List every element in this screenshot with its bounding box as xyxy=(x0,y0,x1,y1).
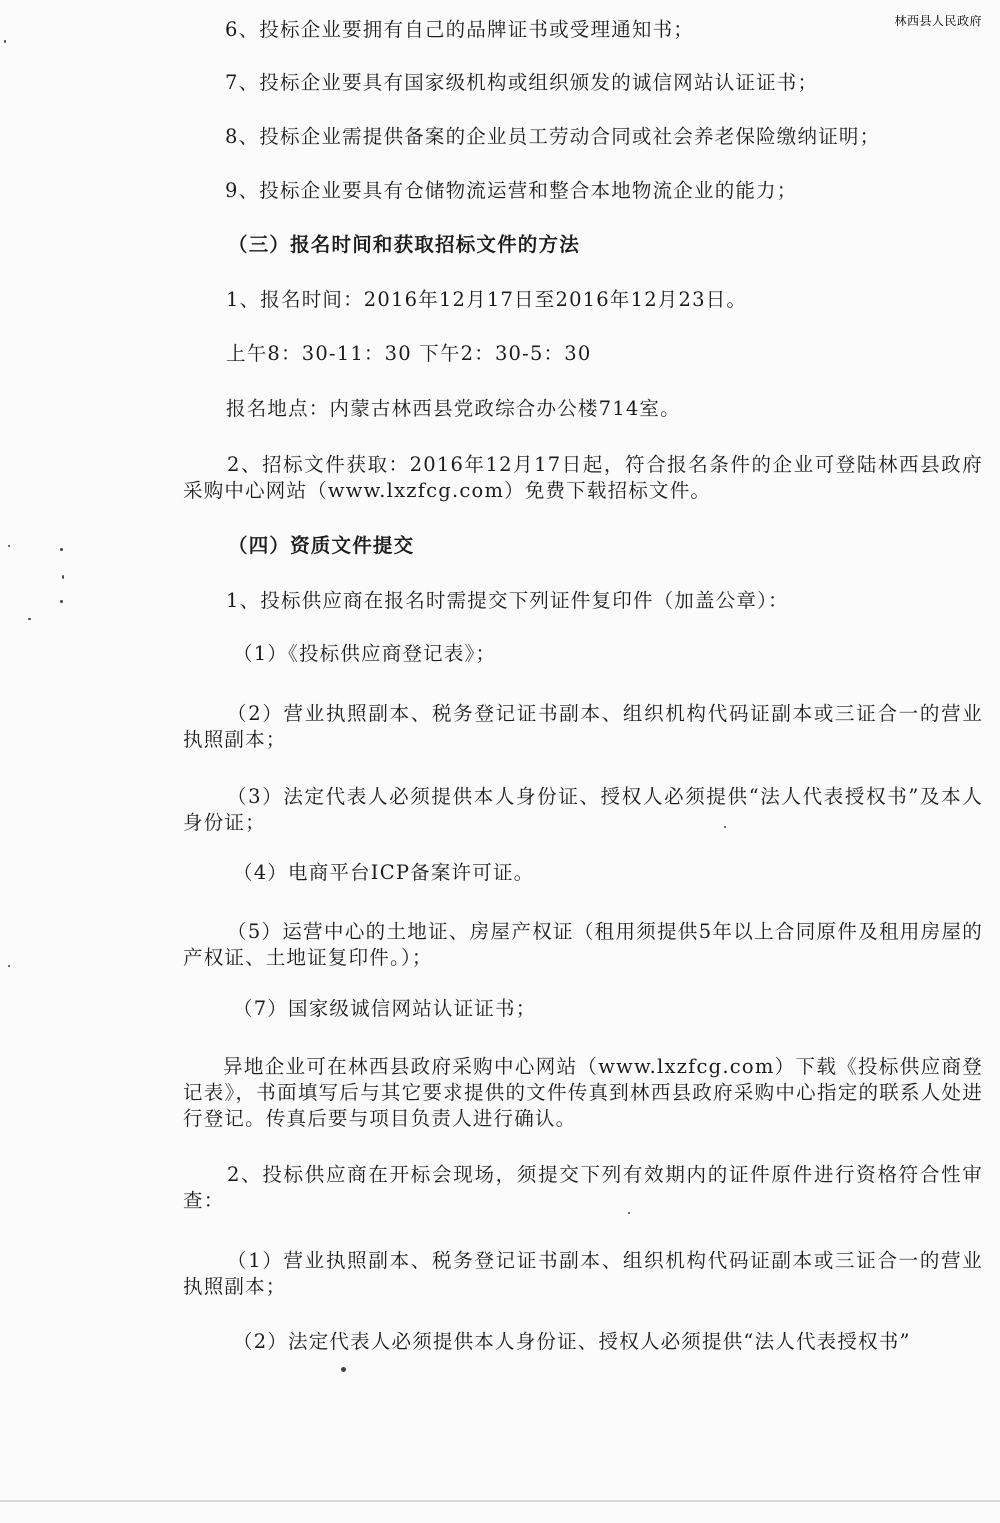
submit-item-3: （3）法定代表人必须提供本人身份证、授权人必须提供“法人代表授权书”及本人身份证； xyxy=(183,785,983,834)
scan-speck xyxy=(724,826,726,828)
scan-speck xyxy=(8,965,10,967)
scan-speck xyxy=(4,40,6,43)
submit-item-5: （5）运营中心的土地证、房屋产权证（租用须提供5年以上合同原件及租用房屋的产权证、土地证复印件。）； xyxy=(183,920,983,969)
scan-speck xyxy=(28,618,31,620)
scan-speck xyxy=(8,545,10,547)
section-3-heading: （三）报名时间和获取招标文件的方法 xyxy=(228,233,580,256)
onsite-intro: 2、投标供应商在开标会现场，须提交下列有效期内的证件原件进行资格符合性审查： xyxy=(183,1163,983,1212)
scan-speck xyxy=(341,1367,346,1372)
submit-item-4: （4）电商平台ICP备案许可证。 xyxy=(233,861,535,884)
onsite-item-2: （2）法定代表人必须提供本人身份证、授权人必须提供“法人代表授权书” xyxy=(233,1330,911,1353)
registration-place: 报名地点：内蒙古林西县党政综合办公楼714室。 xyxy=(226,397,681,420)
scan-speck xyxy=(62,575,64,579)
item-9: 9、投标企业要具有仓储物流运营和整合本地物流企业的能力； xyxy=(225,179,798,202)
submit-intro: 1、投标供应商在报名时需提交下列证件复印件（加盖公章）： xyxy=(226,589,789,612)
document-obtain: 2、招标文件获取：2016年12月17日起，符合报名条件的企业可登陆林西县政府采购中心网站（www.lxzfcg.com）免费下载招标文件。 xyxy=(183,453,983,502)
registration-hours: 上午8：30-11：30 下午2：30-5：30 xyxy=(226,342,592,365)
scan-speck xyxy=(60,600,63,603)
submit-item-1: （1）《投标供应商登记表》； xyxy=(233,642,497,665)
registration-time: 1、报名时间：2016年12月17日至2016年12月23日。 xyxy=(226,288,748,311)
submit-item-2: （2）营业执照副本、税务登记证书副本、组织机构代码证副本或三证合一的营业执照副本； xyxy=(183,702,983,751)
scan-bottom-edge xyxy=(0,1500,1000,1502)
submit-item-7: （7）国家级诚信网站认证证书； xyxy=(233,997,537,1020)
item-8: 8、投标企业需提供备案的企业员工劳动合同或社会养老保险缴纳证明； xyxy=(225,125,881,148)
item-7: 7、投标企业要具有国家级机构或组织颁发的诚信网站认证证书； xyxy=(225,71,819,94)
onsite-item-1: （1）营业执照副本、税务登记证书副本、组织机构代码证副本或三证合一的营业执照副本； xyxy=(183,1249,983,1298)
remote-note: 异地企业可在林西县政府采购中心网站（www.lxzfcg.com）下载《投标供应商登记表》，书面填写后与其它要求提供的文件传真到林西县政府采购中心指定的联系人处进行登记。传真后要与项目负责人进行确认。 xyxy=(183,1055,983,1130)
section-4-heading: （四）资质文件提交 xyxy=(228,534,415,557)
scan-speck xyxy=(60,548,63,551)
scan-speck xyxy=(628,1212,630,1214)
watermark: 林西县人民政府 xyxy=(894,14,982,28)
item-6: 6、投标企业要拥有自己的品牌证书或受理通知书； xyxy=(225,18,695,41)
